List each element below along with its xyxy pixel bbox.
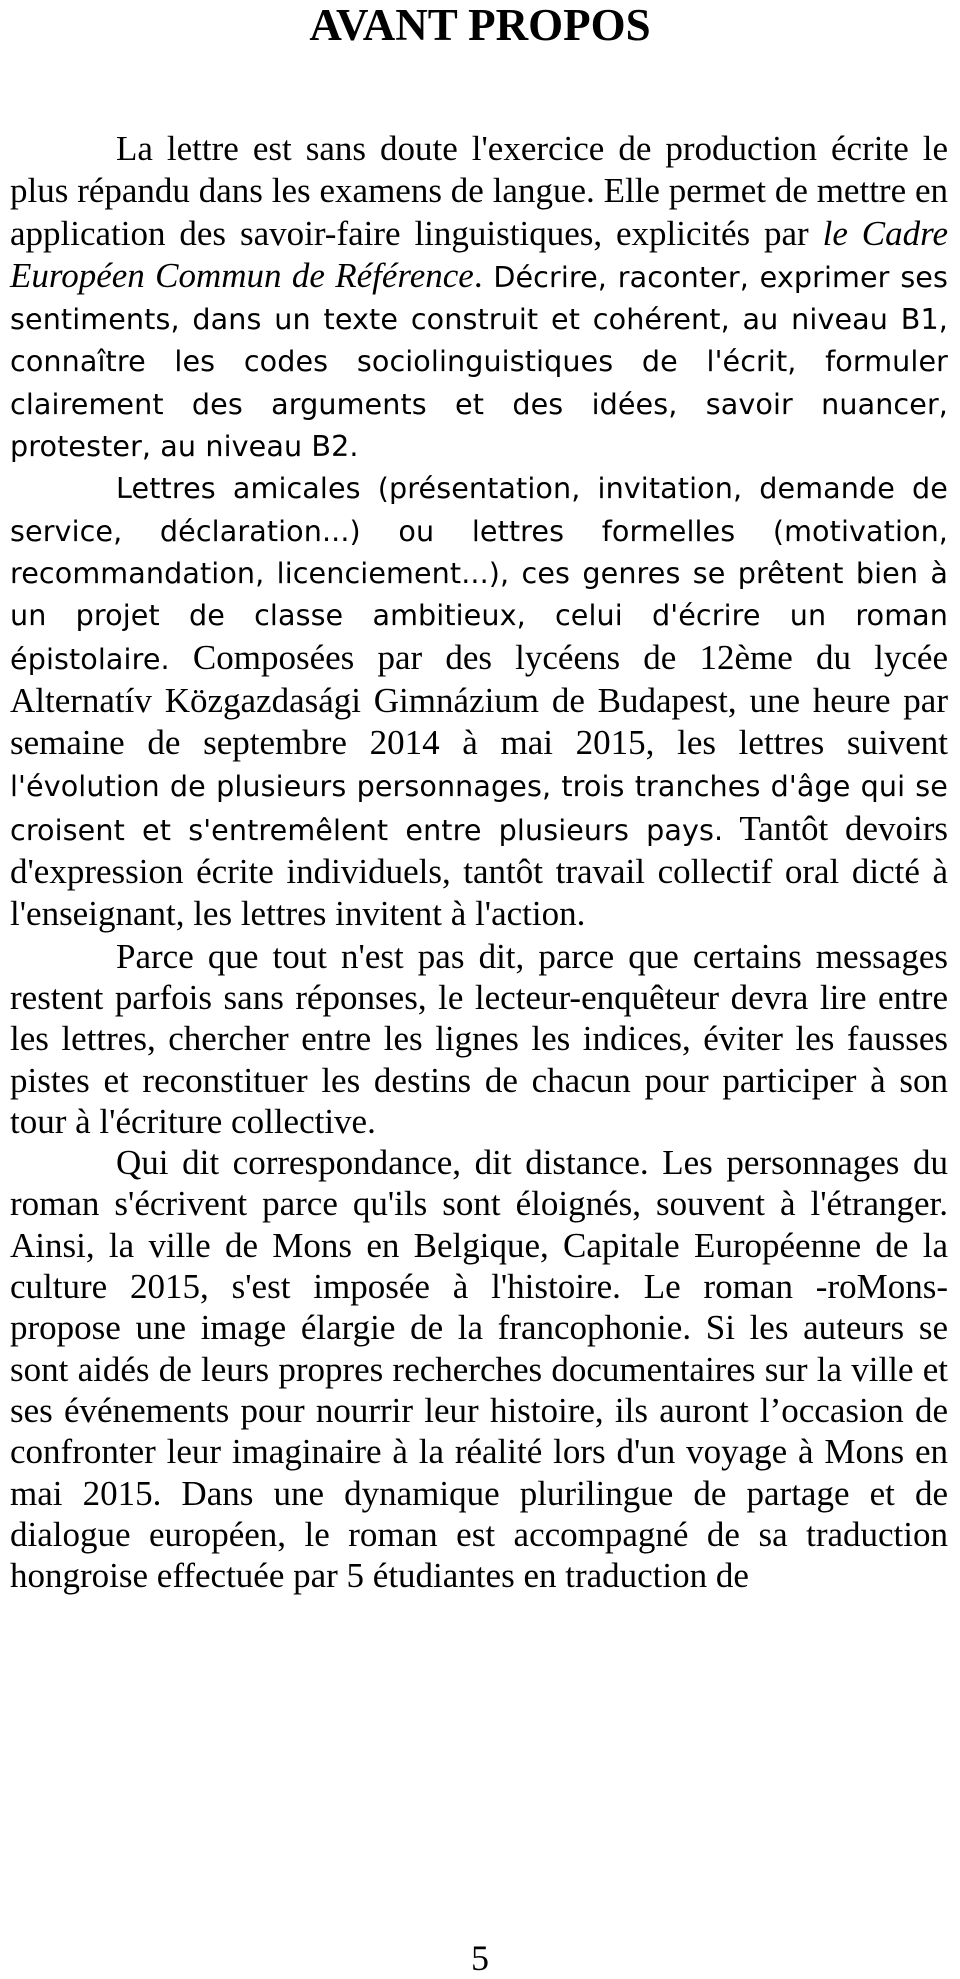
paragraph-4: Qui dit correspondance, dit distance. Les personnages du roman s'écrivent parce qu'ils sont éloignés, souvent à l'étranger. Ainsi, la ville de Mons en Belgique, Capitale Européenne de la culture 2015, s'est imposée à l'histoire. Le roman -roMons- propose une image élargie de la francophonie. Si les auteurs se sont aidés de leurs propres recherches documentaires sur la ville et ses événements pour nourrir leur histoire, ils auront l’occasion de confronter leur imaginaire à la réalité lors d'un voyage à Mons en mai 2015. Dans une dynamique plurilingue de partage et de dialogue européen, le roman est accompagné de sa traduction hongroise effectuée par 5 étudiantes en traduction de — [10, 1143, 948, 1596]
paragraph-2-text: Lettres amicales (présentation, invitation, demande de service, déclaration...) ou lettres formelles (motivation, recommandation, licenciement...), ces genres se prêtent bien à un projet de classe ambitieux, celui d'écrire un roman épistolaire. — [10, 471, 948, 676]
paragraph-1-period: . — [473, 255, 483, 295]
paragraph-2-text-continued: Composées par des lycéens de 12ème du lycée Alternatív Közgazdasági Gimnázium de Budapest, une heure par semaine de septembre 2014 à mai 2015, les lettres suivent — [10, 637, 948, 763]
page-title: AVANT PROPOS — [309, 0, 651, 50]
document-body — [10, 128, 948, 1596]
paragraph-1 — [10, 128, 948, 467]
paragraph-2 — [10, 467, 948, 935]
page-number: 5 — [471, 1938, 489, 1978]
paragraph-2-text-evolution: l'évolution de plusieurs personnages, trois tranches d'âge qui se croisent et s'entremêlent entre plusieurs pays. — [10, 769, 948, 847]
paragraph-2-text-end: Tantôt devoirs d'expression écrite individuels, tantôt travail collectif oral dicté à l'enseignant, les lettres invitent à l'action. — [10, 808, 948, 934]
paragraph-3: Parce que tout n'est pas dit, parce que certains messages restent parfois sans réponses, le lecteur-enquêteur devra lire entre les lettres, chercher entre les lignes les indices, éviter les fausses pistes et reconstituer les destins de chacun pour participer à son tour à l'écriture collective. — [10, 936, 948, 1141]
cadre-europeen-reference: le Cadre Européen Commun de Référence — [10, 213, 948, 295]
paragraph-1-text: La lettre est sans doute l'exercice de production écrite le plus répandu dans les examens de langue. Elle permet de mettre en application des savoir-faire linguistiques, explicités par — [10, 129, 948, 253]
paragraph-1-text-continued: Décrire, raconter, exprimer ses sentiments, dans un texte construit et cohérent, au niveau B1, connaître les codes sociolinguistiques de l'écrit, formuler clairement des arguments et des idées, savoir nuancer, protester, au niveau B2. — [10, 259, 949, 464]
